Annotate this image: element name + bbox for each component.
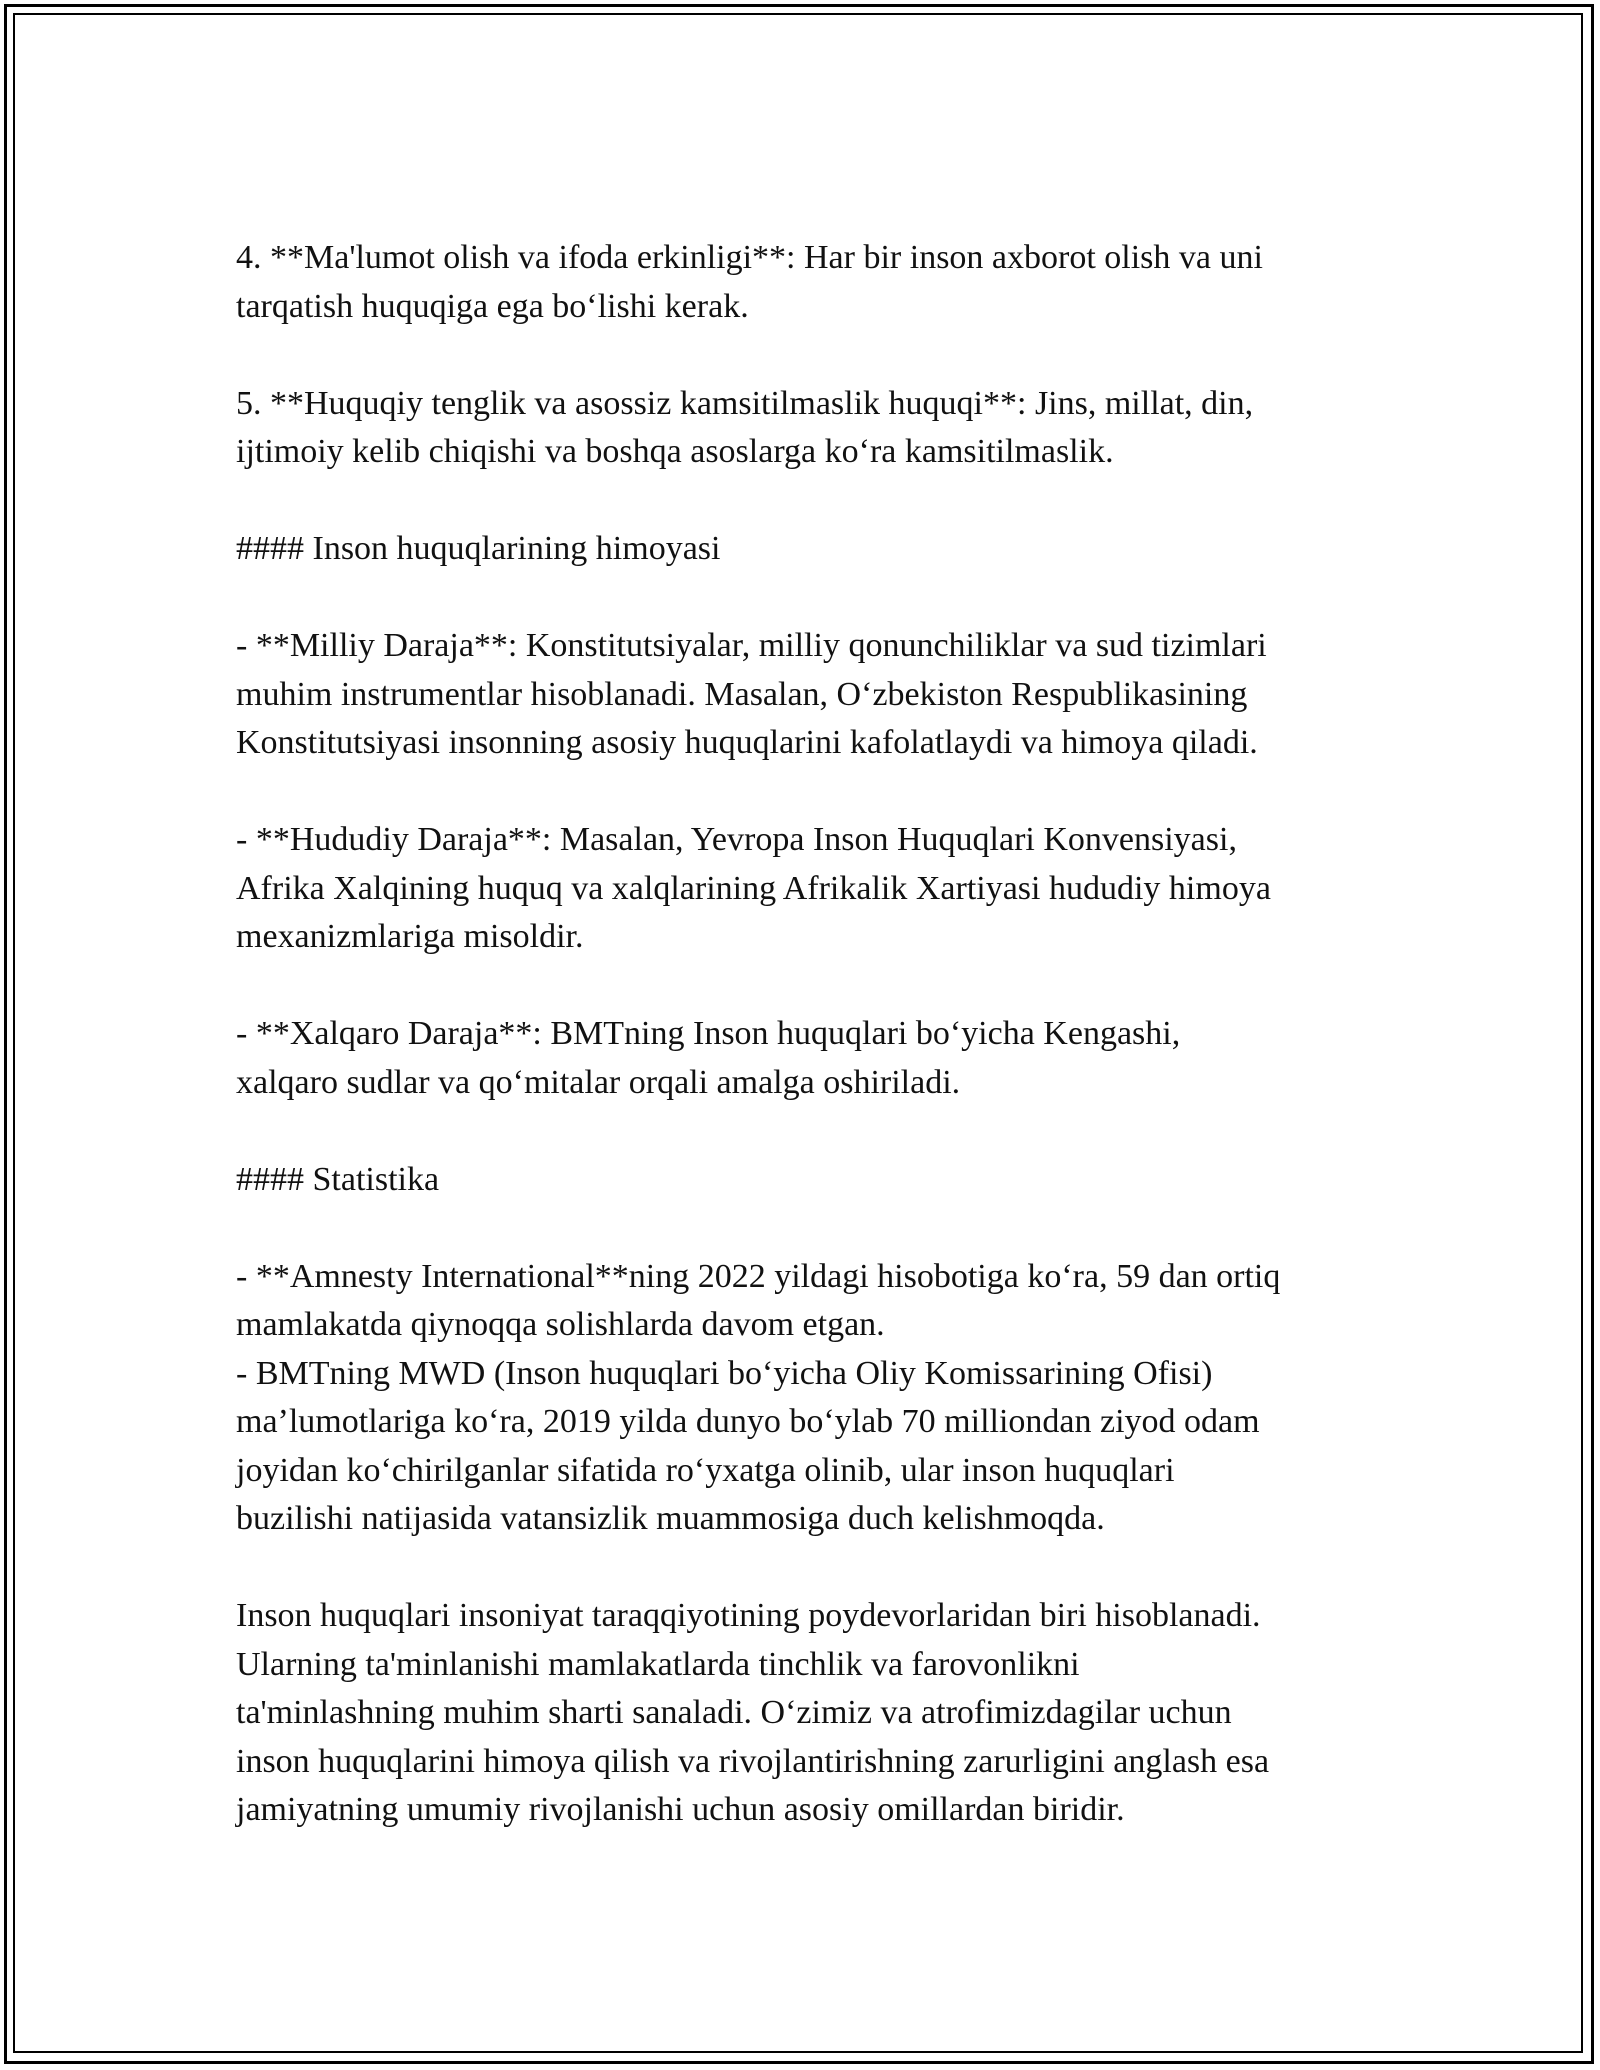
text-line: xalqaro sudlar va qo‘mitalar orqali amalga oshiriladi. <box>236 1063 961 1101</box>
text-line: Afrika Xalqining huquq va xalqlarining Afrikalik Xartiyasi hududiy himoya <box>236 869 1271 907</box>
paragraph-gap <box>236 574 1386 623</box>
text-line: jamiyatning umumiy rivojlanishi uchun asosiy omillardan biridir. <box>236 1791 1125 1828</box>
paragraph-gap <box>236 1544 1386 1593</box>
text-line: #### Statistika <box>236 1160 440 1198</box>
text-line: - BMTning MWD (Inson huquqlari bo‘yicha Oliy Komissarining Ofisi) <box>236 1354 1213 1392</box>
paragraph-hududiy-daraja <box>236 816 1386 962</box>
text-line: mamlakatda qiynoqqa solishlarda davom etgan. <box>236 1306 885 1343</box>
text-line: - **Hududiy Daraja**: Masalan, Yevropa Inson Huquqlari Konvensiyasi, <box>236 821 1237 858</box>
text-line: buzilishi natijasida vatansizlik muammosiga duch kelishmoqda. <box>236 1500 1105 1537</box>
text-line: - **Xalqaro Daraja**: BMTning Inson huquqlari bo‘yicha Kengashi, <box>236 1015 1181 1052</box>
text-line: ijtimoiy kelib chiqishi va boshqa asoslarga ko‘ra kamsitilmaslik. <box>236 433 1114 470</box>
paragraph-milliy-daraja <box>236 622 1386 768</box>
text-line: joyidan ko‘chirilganlar sifatida ro‘yxatga olinib, ular inson huquqlari <box>236 1451 1175 1489</box>
text-line: 4. **Ma'lumot olish va ifoda erkinligi**: Har bir inson axborot olish va uni <box>236 239 1263 276</box>
paragraph-statistika-items <box>236 1253 1386 1544</box>
text-line: 5. **Huquqiy tenglik va asossiz kamsitilmaslik huquqi**: Jins, millat, din, <box>236 384 1254 422</box>
paragraph-gap <box>236 1107 1386 1156</box>
text-line: ta'minlashning muhim sharti sanaladi. O‘zimiz va atrofimizdagilar uchun <box>236 1694 1232 1731</box>
text-line: Konstitutsiyasi insonning asosiy huquqlarini kafolatlaydi va himoya qiladi. <box>236 724 1258 761</box>
document-body <box>236 234 1386 1835</box>
paragraph-conclusion <box>236 1592 1386 1835</box>
paragraph-gap <box>236 477 1386 526</box>
paragraph-gap <box>236 962 1386 1011</box>
paragraph-gap <box>236 331 1386 380</box>
text-line: #### Inson huquqlarining himoyasi <box>236 530 721 567</box>
text-line: mexanizmlariga misoldir. <box>236 918 584 955</box>
paragraph-heading-himoyasi <box>236 525 1386 574</box>
text-line: ma’lumotlariga ko‘ra, 2019 yilda dunyo bo‘ylab 70 milliondan ziyod odam <box>236 1403 1260 1440</box>
paragraph-xalqaro-daraja <box>236 1010 1386 1107</box>
paragraph-item-5 <box>236 380 1386 477</box>
paragraph-heading-statistika <box>236 1156 1386 1205</box>
paragraph-item-4 <box>236 234 1386 331</box>
text-line: tarqatish huquqiga ega bo‘lishi kerak. <box>236 287 749 325</box>
text-line: muhim instrumentlar hisoblanadi. Masalan, O‘zbekiston Respublikasining <box>236 675 1248 713</box>
text-line: Ularning ta'minlanishi mamlakatlarda tinchlik va farovonlikni <box>236 1645 1080 1683</box>
text-line: - **Milliy Daraja**: Konstitutsiyalar, milliy qonunchiliklar va sud tizimlari <box>236 627 1267 664</box>
paragraph-gap <box>236 768 1386 817</box>
text-line: inson huquqlarini himoya qilish va rivojlantirishning zarurligini anglash esa <box>236 1742 1270 1780</box>
text-line: Inson huquqlari insoniyat taraqqiyotining poydevorlaridan biri hisoblanadi. <box>236 1597 1261 1634</box>
text-line: - **Amnesty International**ning 2022 yildagi hisobotiga ko‘ra, 59 dan ortiq <box>236 1257 1281 1295</box>
paragraph-gap <box>236 1204 1386 1253</box>
